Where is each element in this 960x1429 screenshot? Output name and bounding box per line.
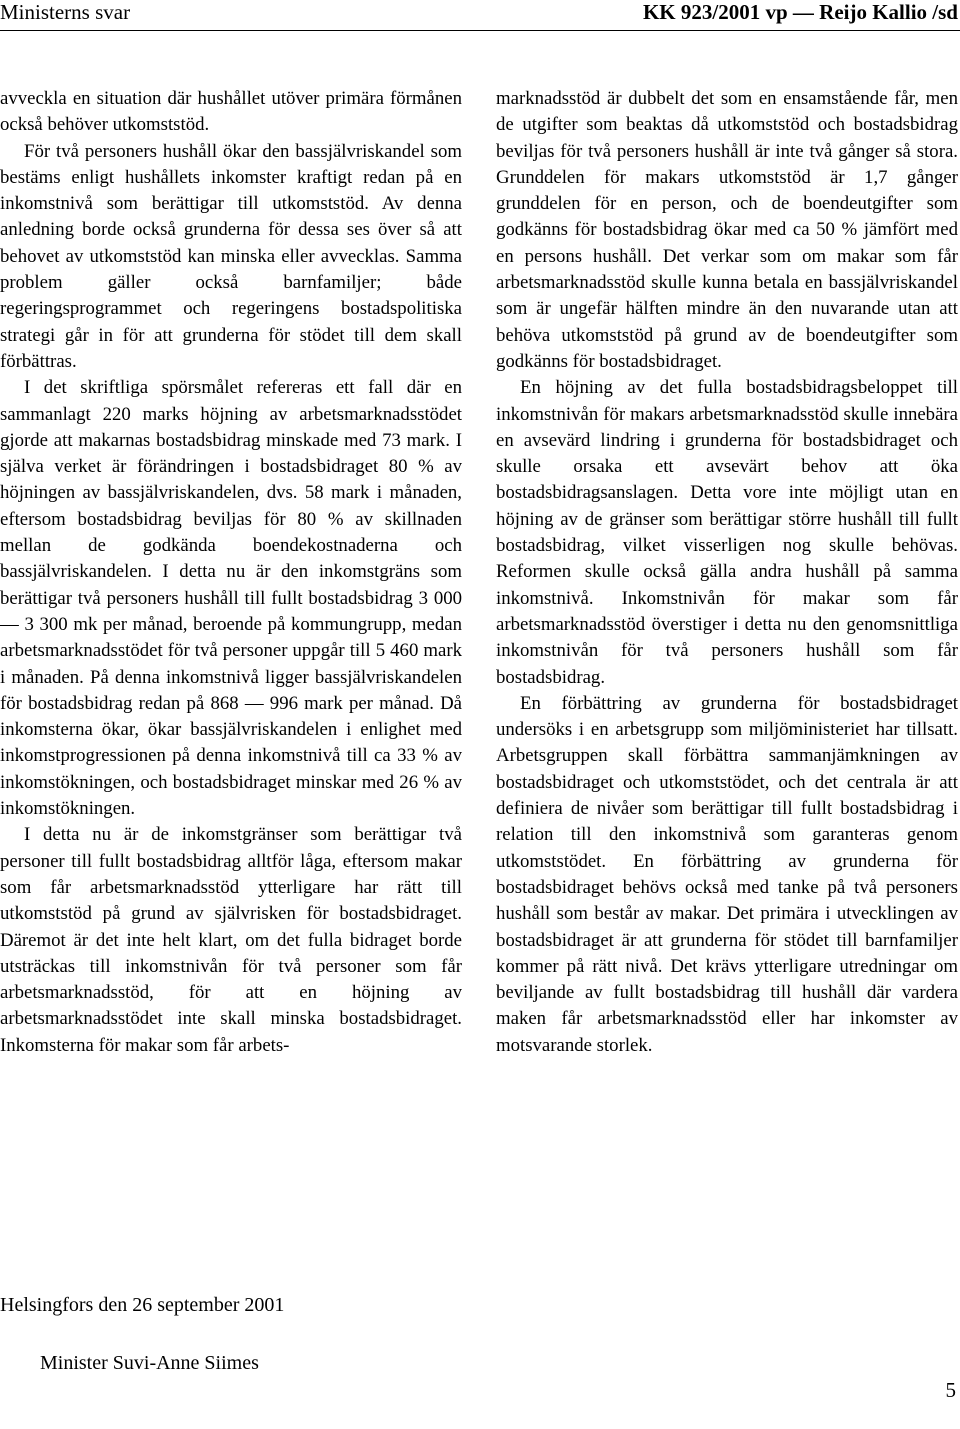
paragraph: En förbättring av grunderna för bostadsbidraget undersöks i en arbetsgrupp som miljöministeriet har tillsatt. Arbetsgruppen skall förbättra sammanjämkningen av bostadsbidraget och utkomststödet, och det centrala är att definiera de nivåer som berättigar till fullt bostadsbidrag i relation till den inkomstnivå som garanteras genom utkomststödet. En förbättring av grunderna för bostadsbidraget behövs också med tanke på två personers hushåll som består av makar. Det primära i utvecklingen av bostadsbidraget är att grunderna för stödet till barnfamiljer kommer på rätt nivå. Det krävs ytterligare utredningar om beviljande av fullt bostadsbidrag till hushåll där vardera maken får arbetsmarknadsstöd eller har inkomster av motsvarande storlek. — [496, 692, 958, 1056]
paragraph: För två personers hushåll ökar den bassjälvriskandel som bestäms enligt hushållets inkomster kraftigt redan på en inkomstnivå som berättigar till utkomststöd. Av denna anledning borde också grunderna för dessa ses över så att behovet av utkomststöd kan minska eller avvecklas. Samma problem gäller också barnfamiljer; både regeringsprogrammet och regeringens bostadspolitiska strategi går in för att grunderna för stödet till dem skall förbättras. — [0, 140, 462, 372]
header-section-title: Ministerns svar — [0, 0, 131, 24]
paragraph: En höjning av det fulla bostadsbidragsbeloppet till inkomstnivån för makars arbetsmarknadsstöd skulle innebära en avsevärd lindring i grunderna för bostadsbidraget och skulle orsaka ett avsevärt behov att öka bostadsbidragsanslagen. Detta vore inte möjligt utan en höjning av de gränser som berättigar större hushåll till fullt bostadsbidrag, vilket visserligen nog skulle behövas. Reformen skulle också gälla andra hushåll på samma inkomstnivå. Inkomstnivån för makar som får arbetsmarknadsstöd överstiger i detta nu den genomsnittliga inkomstnivån för två personers hushåll som får bostadsbidrag. — [496, 377, 958, 688]
left-text-column — [0, 86, 462, 1059]
right-text-column — [496, 86, 958, 1059]
paragraph: I detta nu är de inkomstgränser som berättigar två personer till fullt bostadsbidrag alltför låga, eftersom makar som får arbetsmarknadsstöd ytterligare har rätt till utkomststöd på grund av självrisken för bostadsbidraget. Däremot är det inte helt klart, om det fulla bidraget borde utsträckas till inkomstnivån för två personer som får arbetsmarknadsstöd, för att en höjning av arbetsmarknadsstödet inte skall minska bostadsbidraget. Inkomsterna för makar som får arbets- — [0, 824, 462, 1056]
page-header — [0, 0, 960, 26]
signature-place-date: Helsingfors den 26 september 2001 — [0, 1294, 285, 1316]
header-divider — [0, 30, 960, 31]
header-document-reference: KK 923/2001 vp — Reijo Kallio /sd — [642, 0, 958, 24]
paragraph: I det skriftliga spörsmålet refereras ett fall där en sammanlagt 220 marks höjning av arbetsmarknadsstödet gjorde att makarnas bostadsbidrag minskade med 73 mark. I själva verket är förändringen i bostadsbidraget 80 % av höjningen av bassjälvriskandelen, dvs. 58 mark i månaden, eftersom bostadsbidrag beviljas för 80 % av skillnaden mellan de godkända boendekostnaderna och bassjälvriskandelen. I detta nu är den inkomstgräns som berättigar två personers hushåll till fullt bostadsbidrag 3 000 — 3 300 mk per månad, beroende på kommungrupp, medan arbetsmarknadsstödet för två personer uppgår till 5 460 mark i månaden. På denna inkomstnivå ligger bassjälvriskandelen för bostadsbidrag redan på 868 — 996 mark per månad. Då inkomsterna ökar, ökar bassjälvriskandelen i enlighet med inkomstprogressionen på denna inkomstnivå till ca 33 % av inkomstökningen, och bostadsbidraget minskar med 26 % av inkomstökningen. — [0, 377, 462, 820]
paragraph: marknadsstöd är dubbelt det som en ensamstående får, men de utgifter som beaktas då utkomststöd och bostadsbidrag beviljas för två personers hushåll är inte två gånger så stora. Grunddelen för makars utkomststöd är 1,7 gånger grunddelen för en person, och de boendeutgifter som godkänns för bostadsbidrag ökar med ca 50 % jämfört med en persons hushåll. Det verkar som om makar som får arbetsmarknadsstöd skulle kunna betala en bassjälvriskandel som är ungefär hälften mindre än den nuvarande utan att behöva utkomststöd på grund av de boendeutgifter som godkänns för bostadsbidraget. — [496, 88, 958, 372]
signature-minister: Minister Suvi-Anne Siimes — [40, 1352, 259, 1374]
page-number: 5 — [945, 1378, 956, 1402]
paragraph: avveckla en situation där hushållet utöver primära förmånen också behöver utkomststöd. — [0, 88, 462, 136]
